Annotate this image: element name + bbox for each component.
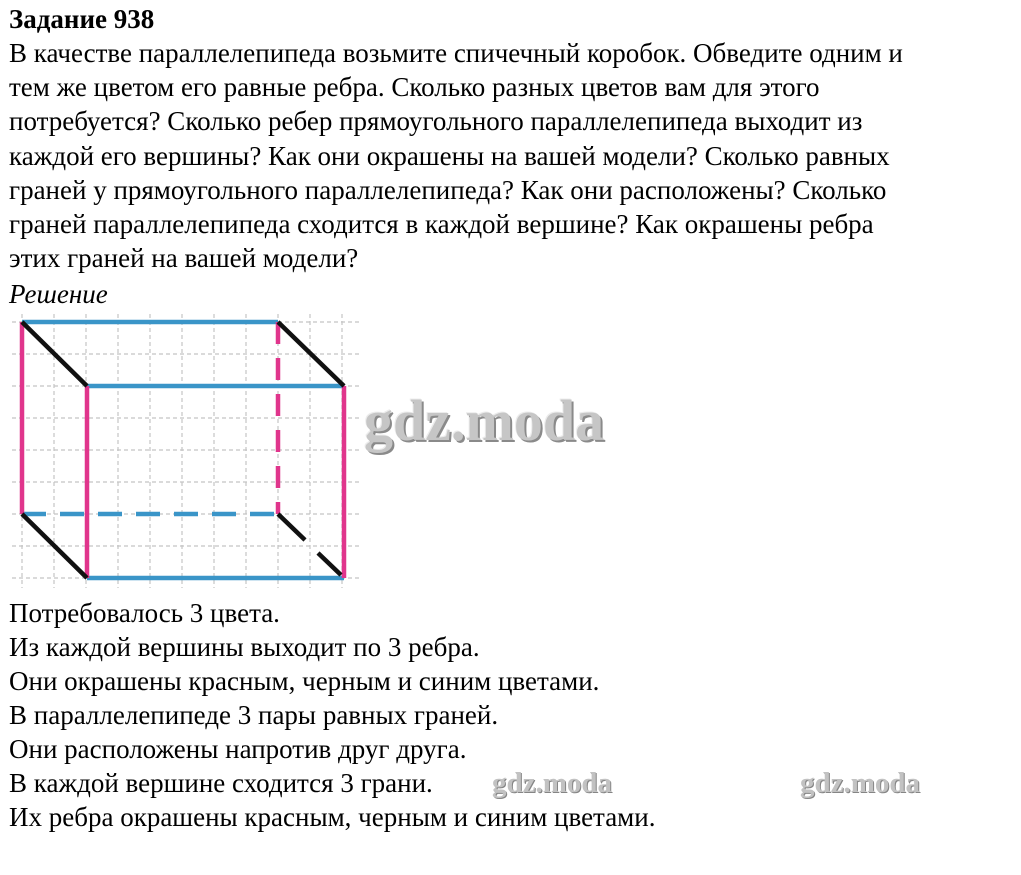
- answer-line: Они окрашены красным, черным и синим цветами.: [9, 666, 600, 696]
- edge-bottom-right-hidden-black-2: [318, 553, 341, 575]
- question-line: граней у прямоугольного параллелепипеда? Как они расположены? Сколько: [9, 174, 887, 205]
- question-text: [9, 36, 1017, 275]
- answer-line: Из каждой вершины выходит по 3 ребра.: [9, 632, 480, 662]
- answer-line: В параллелепипеде 3 пары равных граней.: [9, 700, 499, 730]
- question-line: тем же цветом его равные ребра. Сколько разных цветов вам для этого: [9, 72, 820, 103]
- parallelepiped-figure: [0, 305, 380, 595]
- answer-line: Потребовалось 3 цвета.: [9, 598, 280, 628]
- task-title: Задание 938: [9, 4, 155, 34]
- question-line: каждой его вершины? Как они окрашены на вашей модели? Сколько равных: [9, 140, 890, 171]
- question-line: В качестве параллелепипеда возьмите спичечный коробок. Обведите одним и: [9, 38, 903, 68]
- watermark-small: gdz.moda: [492, 767, 613, 799]
- answer-line: Они расположены напротив друг друга.: [9, 734, 467, 764]
- question-line: потребуется? Сколько ребер прямоугольного параллелепипеда выходит из: [9, 106, 863, 137]
- question-line: граней параллелепипеда сходится в каждой вершине? Как окрашены ребра: [9, 209, 874, 240]
- watermark-large: gdz.moda: [364, 388, 605, 453]
- solution-label: Решение: [9, 279, 108, 309]
- watermark-small: gdz.moda: [800, 767, 921, 799]
- edge-bottom-right-hidden-black-1: [278, 514, 305, 540]
- question-line: этих граней на вашей модели?: [9, 243, 359, 274]
- answer-line: Их ребра окрашены красным, черным и синим цветами.: [9, 802, 656, 832]
- answer-line: В каждой вершине сходится 3 грани.: [9, 768, 433, 798]
